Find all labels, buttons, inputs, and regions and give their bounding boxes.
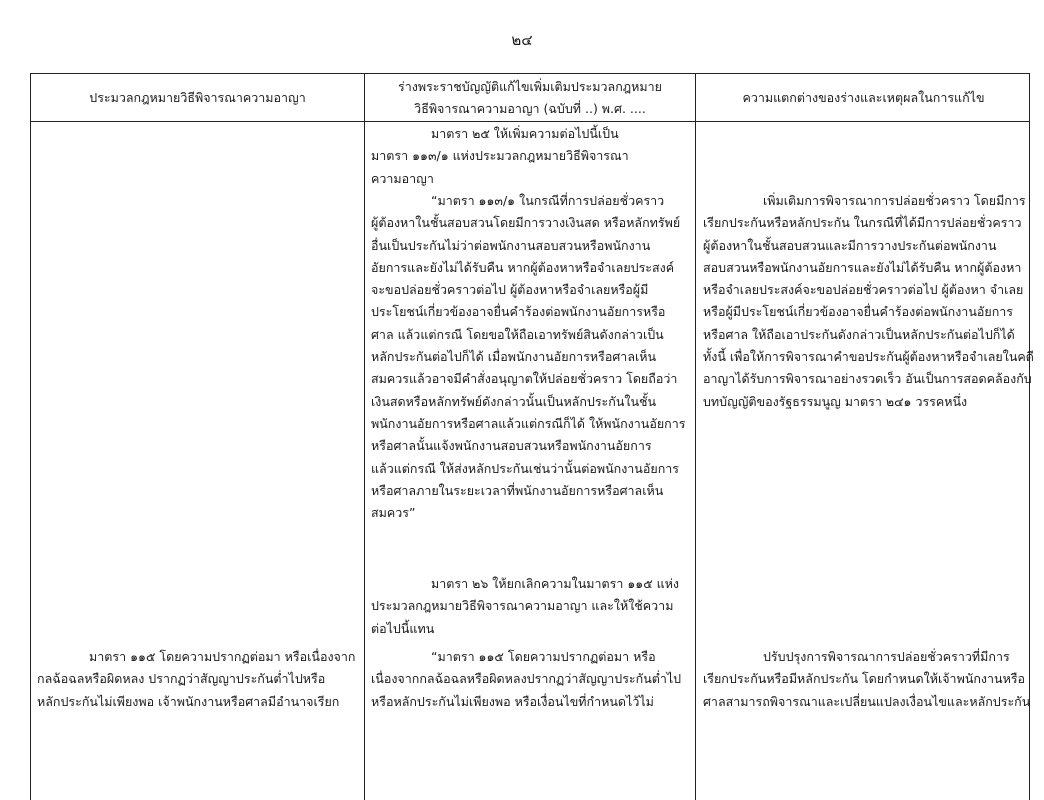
text-line: มาตรา ๒๖ ให้ยกเลิกความในมาตรา ๑๑๕ แห่ง	[431, 576, 680, 591]
current-section-115-text	[37, 646, 355, 713]
header-differences-text: ความแตกต่างของร่างและเหตุผลในการแก้ไข	[742, 89, 985, 105]
text-line: สอบสวนหรือพนักงานอัยการและยังไม่ได้รับคืน หากผู้ต้องหา	[703, 259, 1022, 275]
reason-section-115	[703, 646, 1030, 713]
text-line: หรือผู้มีประโยชน์เกี่ยวข้องอาจยื่นคำร้องต่อพนักงานอัยการ	[703, 304, 1013, 320]
text-line: เรียกประกันหรือหลักประกัน ในกรณีที่ได้มีการปล่อยชั่วคราว	[703, 215, 1022, 231]
text-line: หรือศาลนั้นแจ้งพนักงานสอบสวนหรือพนักงานอัยการ	[371, 438, 652, 454]
text-line: พนักงานอัยการหรือศาลแล้วแต่กรณีก็ได้ ให้พนักงานอัยการ	[371, 415, 686, 431]
text-line: อาญาได้รับการพิจารณาอย่างรวดเร็ว อันเป็นการสอดคล้องกับ	[703, 371, 1032, 387]
text-line: ประมวลกฎหมายวิธีพิจารณาความอาญา และให้ใช้ความ	[371, 598, 674, 614]
text-line: ศาล แล้วแต่กรณี โดยขอให้ถือเอาทรัพย์สินดังกล่าวเป็น	[371, 326, 664, 342]
text-line: เนื่องจากกลฉ้อฉลหรือผิดหลงปรากฏว่าสัญญาประกันต่ำไป	[371, 671, 682, 687]
column-divider	[695, 74, 696, 800]
draft-section-115-text	[371, 646, 681, 713]
text-line: ปรับปรุงการพิจารณาการปล่อยชั่วคราวที่มีการ	[763, 649, 1010, 664]
header-differences-reasons	[696, 74, 1031, 121]
text-line: ผู้ต้องหาในชั้นสอบสวนโดยมีการวางเงินสด หรือหลักทรัพย์	[371, 215, 681, 231]
text-line: อัยการและยังไม่ได้รับคืน หากผู้ต้องหาหรือจำเลยประสงค์	[371, 259, 675, 275]
text-line: เรียกประกันหรือมีหลักประกัน โดยกำหนดให้เจ้าพนักงานหรือ	[703, 671, 1026, 687]
text-line: เงินสดหรือหลักทรัพย์ดังกล่าวนั้นเป็นหลักประกันในชั้น	[371, 393, 657, 409]
text-line: บทบัญญัติของรัฐธรรมนูญ มาตรา ๒๔๑ วรรคหนึ่ง	[703, 393, 968, 409]
text-line: มาตรา ๑๑๓/๑ แห่งประมวลกฎหมายวิธีพิจารณา	[371, 148, 629, 164]
text-line: มาตรา ๑๑๕ โดยความปรากฏต่อมา หรือเนื่องจาก	[89, 649, 356, 664]
text-line: สมควรแล้วอาจมีคำสั่งอนุญาตให้ปล่อยชั่วคราว โดยถือว่า	[371, 371, 678, 387]
column-divider	[364, 74, 365, 800]
text-line: ศาลสามารถพิจารณาและเปลี่ยนแปลงเงื่อนไขและหลักประกัน	[703, 693, 1031, 709]
draft-section-26-intro	[371, 573, 679, 640]
text-line: ทั้งนี้ เพื่อให้การพิจารณาคำขอประกันผู้ต้องหาหรือจำเลยในคดี	[703, 349, 1034, 365]
header-draft-bill-line: ร่างพระราชบัญญัติแก้ไขเพิ่มเติมประมวลกฎหมาย	[398, 78, 662, 94]
text-line: จะขอปล่อยชั่วคราวต่อไป ผู้ต้องหาหรือจำเลยหรือผู้มี	[371, 282, 649, 298]
draft-section-113-1-text	[371, 190, 685, 524]
header-draft-bill	[365, 74, 695, 121]
text-line: กลฉ้อฉลหรือผิดหลง ปรากฏว่าสัญญาประกันต่ำไปหรือ	[37, 671, 326, 687]
text-line: “มาตรา ๑๑๕ โดยความปรากฏต่อมา หรือ	[431, 649, 656, 664]
text-line: หลักประกันต่อไปก็ได้ เมื่อพนักงานอัยการหรือศาลเห็น	[371, 349, 657, 365]
text-line: ผู้ต้องหาในชั้นสอบสวนและมีการวางประกันต่อพนักงาน	[703, 237, 997, 253]
text-line: ต่อไปนี้แทน	[371, 620, 435, 636]
text-line: หรือหลักประกันไม่เพียงพอ หรือเงื่อนไขที่กำหนดไว้ไม่	[371, 693, 654, 709]
draft-section-25-intro	[371, 123, 629, 190]
text-line: สมควร”	[371, 505, 416, 521]
header-current-law	[31, 74, 364, 121]
text-line: “มาตรา ๑๑๓/๑ ในกรณีที่การปล่อยชั่วคราว	[431, 193, 665, 208]
text-line: มาตรา ๒๕ ให้เพิ่มความต่อไปนี้เป็น	[431, 126, 619, 141]
page-number: ๒๔	[511, 31, 533, 49]
text-line: อื่นเป็นประกันไม่ว่าต่อพนักงานสอบสวนหรือพนักงาน	[371, 237, 651, 253]
text-line: แล้วแต่กรณี ให้ส่งหลักประกันเช่นว่านั้นต่อพนักงานอัยการ	[371, 460, 679, 476]
header-divider	[31, 121, 1029, 122]
text-line: เพิ่มเติมการพิจารณาการปล่อยชั่วคราว โดยมีการ	[763, 193, 1026, 208]
reason-section-113-1	[703, 190, 1034, 413]
text-line: ประโยชน์เกี่ยวข้องอาจยื่นคำร้องต่อพนักงานอัยการหรือ	[371, 304, 666, 320]
text-line: หลักประกันไม่เพียงพอ เจ้าพนักงานหรือศาลมีอำนาจเรียก	[37, 693, 340, 709]
header-current-law-text: ประมวลกฎหมายวิธีพิจารณาความอาญา	[89, 89, 306, 105]
text-line: ความอาญา	[371, 170, 434, 186]
text-line: หรือจำเลยประสงค์จะขอปล่อยชั่วคราวต่อไป ผู้ต้องหา จำเลย	[703, 282, 1024, 298]
text-line: หรือศาล ให้ถือเอาประกันดังกล่าวเป็นหลักประกันต่อไปก็ได้	[703, 326, 1015, 342]
header-draft-bill-line: วิธีพิจารณาความอาญา (ฉบับที่ ..) พ.ศ. ....	[414, 100, 646, 116]
text-line: หรือศาลภายในระยะเวลาที่พนักงานอัยการหรือศาลเห็น	[371, 482, 664, 498]
